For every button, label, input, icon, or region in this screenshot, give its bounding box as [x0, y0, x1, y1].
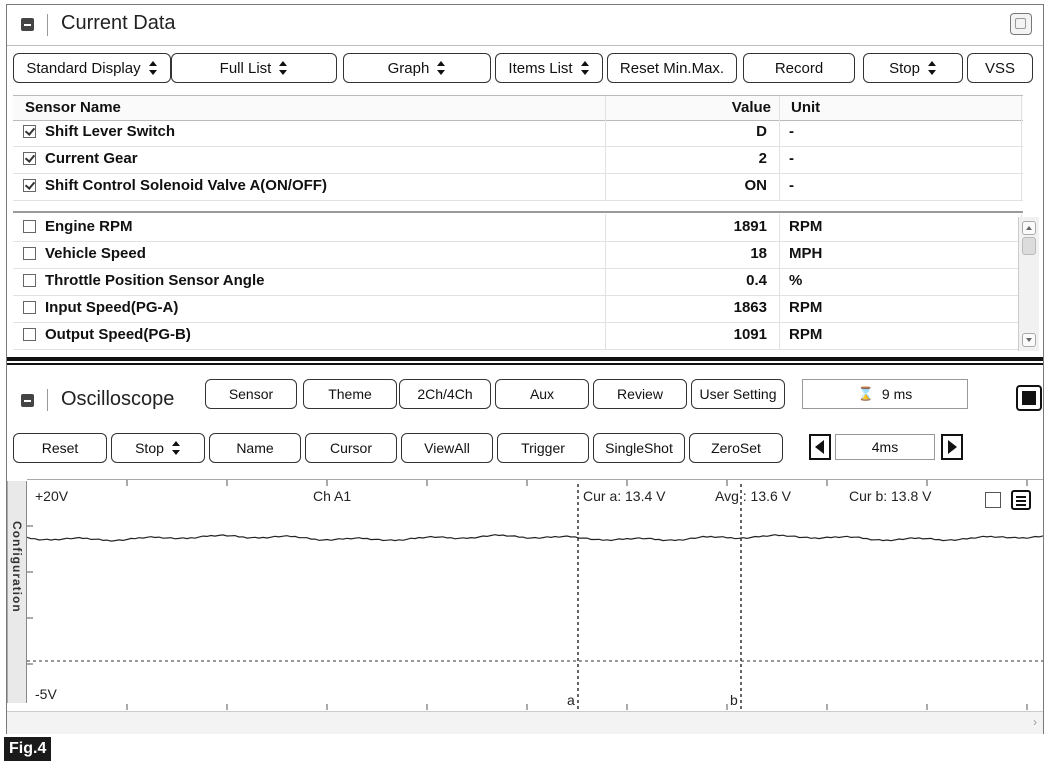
sensor-unit: MPH [789, 245, 823, 262]
row-checkbox[interactable] [23, 152, 36, 165]
scroll-thumb[interactable] [1022, 237, 1036, 255]
table-row[interactable] [13, 173, 1023, 201]
row-checkbox[interactable] [23, 220, 36, 233]
capture-time-text: 9 ms [881, 386, 913, 402]
title-separator [47, 14, 48, 36]
table-row[interactable] [13, 146, 1023, 174]
oscilloscope-control-label: ViewAll [424, 440, 470, 456]
dropdown-spinner-icon [172, 441, 181, 455]
oscilloscope-button-5[interactable] [691, 379, 785, 409]
dropdown-spinner-icon [928, 61, 937, 75]
toolbar-button-0[interactable] [13, 53, 171, 83]
sensor-unit: RPM [789, 218, 823, 235]
oscilloscope-control-2[interactable] [209, 433, 301, 463]
sensor-unit: RPM [789, 326, 823, 343]
stop-square-icon[interactable] [1016, 385, 1042, 411]
oscilloscope-control-4[interactable] [401, 433, 493, 463]
timebase-decrease-icon[interactable] [809, 434, 831, 460]
oscilloscope-control-label: Name [236, 440, 274, 456]
toolbar-button-label: Reset Min.Max. [619, 59, 725, 77]
sensor-name: Vehicle Speed [45, 245, 146, 262]
capture-time-display [802, 379, 968, 409]
scope-svg [27, 480, 1043, 710]
app-window [6, 4, 1044, 734]
sensor-value: D [756, 123, 767, 140]
oscilloscope-title: Oscilloscope [61, 388, 175, 410]
sensor-unit: - [789, 150, 794, 167]
sensor-value: 1863 [733, 299, 767, 316]
y-min-label: -5V [35, 686, 57, 702]
dropdown-spinner-icon [581, 61, 590, 75]
sensor-unit: - [789, 177, 794, 194]
sensor-name: Input Speed(PG-A) [45, 299, 179, 316]
oscilloscope-button-3[interactable] [495, 379, 589, 409]
panel-divider-line [7, 363, 1043, 365]
fixed-rows-separator [13, 211, 1023, 213]
average-readout: Avg : 13.6 V [715, 488, 792, 504]
overlay-checkbox[interactable] [985, 492, 1001, 508]
sensor-value: 1091 [733, 326, 767, 343]
oscilloscope-control-label: SingleShot [605, 440, 673, 456]
oscilloscope-control-0[interactable] [13, 433, 107, 463]
oscilloscope-control-1[interactable] [111, 433, 205, 463]
oscilloscope-button-label: 2Ch/4Ch [417, 386, 473, 402]
timebase-display [835, 434, 935, 460]
oscilloscope-control-6[interactable] [593, 433, 685, 463]
oscilloscope-button-label: Theme [328, 386, 372, 402]
oscilloscope-control-label: Stop [135, 440, 164, 456]
oscilloscope-control-5[interactable] [497, 433, 589, 463]
toolbar-button-4[interactable] [607, 53, 737, 83]
sensor-value: 2 [758, 150, 767, 167]
scroll-down-icon[interactable] [1022, 333, 1036, 347]
sensor-name: Engine RPM [45, 218, 133, 235]
column-header-value[interactable]: Value [731, 99, 771, 116]
toolbar-button-label: VSS [984, 59, 1015, 77]
timebase-value: 4ms [871, 439, 899, 455]
cursor-b-marker: b [730, 692, 738, 708]
toolbar-button-5[interactable] [743, 53, 855, 83]
oscilloscope-control-label: ZeroSet [711, 440, 761, 456]
row-checkbox[interactable] [23, 274, 36, 287]
oscilloscope-collapse-icon[interactable] [21, 394, 34, 407]
oscilloscope-button-label: Review [617, 386, 663, 402]
figure-label: Fig.4 [4, 737, 51, 761]
timer-icon: ⌛ [857, 386, 874, 401]
toolbar-button-label: Stop [889, 59, 920, 77]
oscilloscope-button-label: Sensor [228, 386, 274, 402]
row-checkbox[interactable] [23, 179, 36, 192]
sensor-value: 0.4 [746, 272, 767, 289]
oscilloscope-button-4[interactable] [593, 379, 687, 409]
row-checkbox[interactable] [23, 247, 36, 260]
oscilloscope-control-label: Reset [41, 440, 79, 456]
toolbar-button-label: Graph [387, 59, 430, 77]
sensor-name: Shift Lever Switch [45, 123, 176, 140]
oscilloscope-control-label: Trigger [521, 440, 565, 456]
configuration-tab-label: Configuration [10, 521, 24, 613]
toolbar-button-7[interactable] [967, 53, 1033, 83]
table-row[interactable] [13, 268, 1023, 296]
oscilloscope-button-0[interactable] [205, 379, 297, 409]
table-row[interactable] [13, 241, 1023, 269]
configuration-tab[interactable] [7, 481, 27, 703]
sensor-name: Shift Control Solenoid Valve A(ON/OFF) [45, 177, 327, 194]
sensor-name: Output Speed(PG-B) [45, 326, 191, 343]
panel-divider[interactable] [7, 357, 1043, 361]
toolbar-button-6[interactable] [863, 53, 963, 83]
toolbar-button-label: Standard Display [26, 59, 141, 77]
table-row[interactable] [13, 214, 1023, 242]
sensor-name: Throttle Position Sensor Angle [45, 272, 265, 289]
row-checkbox[interactable] [23, 125, 36, 138]
scroll-right-icon[interactable]: › [1033, 715, 1037, 729]
column-header-unit[interactable]: Unit [791, 99, 821, 116]
oscilloscope-button-label: Aux [529, 386, 555, 402]
column-header-sensor-name[interactable]: Sensor Name [25, 99, 121, 116]
sensor-value: 1891 [733, 218, 767, 235]
sensor-name: Current Gear [45, 150, 138, 167]
cursor-a-readout: Cur a: 13.4 V [583, 488, 666, 504]
toolbar-button-2[interactable] [343, 53, 491, 83]
toolbar-button-label: Record [774, 59, 824, 77]
oscilloscope-control-label: Cursor [329, 440, 372, 456]
horizontal-scrollbar[interactable] [7, 711, 1043, 734]
oscilloscope-control-3[interactable] [305, 433, 397, 463]
dropdown-spinner-icon [437, 61, 446, 75]
maximize-icon[interactable] [1010, 13, 1032, 35]
sensor-value: 18 [750, 245, 767, 262]
toolbar-button-label: Full List [219, 59, 272, 77]
oscilloscope-control-7[interactable] [689, 433, 783, 463]
toolbar-button-1[interactable] [171, 53, 337, 83]
dropdown-spinner-icon [149, 61, 158, 75]
oscilloscope-button-2[interactable] [399, 379, 491, 409]
oscilloscope-title-separator [47, 389, 48, 411]
sensor-unit: RPM [789, 299, 823, 316]
timebase-increase-icon[interactable] [941, 434, 963, 460]
row-checkbox[interactable] [23, 301, 36, 314]
toolbar-button-3[interactable] [495, 53, 603, 83]
current-data-title: Current Data [61, 12, 176, 34]
oscilloscope-button-label: User Setting [699, 386, 777, 402]
dropdown-spinner-icon [279, 61, 288, 75]
toolbar-button-label: Items List [508, 59, 573, 77]
current-data-header [7, 5, 1043, 46]
sensor-unit: - [789, 123, 794, 140]
sensor-list-scrollbar[interactable] [1018, 217, 1039, 351]
sensor-table-header [13, 95, 1023, 121]
channel-label: Ch A1 [313, 488, 352, 504]
table-row[interactable] [13, 295, 1023, 323]
channel-a1-waveform [27, 535, 1043, 541]
y-max-label: +20V [35, 488, 69, 504]
oscilloscope-plot[interactable] [27, 479, 1043, 710]
cursor-a-marker: a [567, 692, 575, 708]
sensor-value: ON [744, 177, 767, 194]
menu-icon[interactable] [1011, 490, 1031, 510]
table-row[interactable] [13, 119, 1023, 147]
oscilloscope-button-1[interactable] [303, 379, 397, 409]
table-row[interactable] [13, 322, 1023, 350]
cursor-b-readout: Cur b: 13.8 V [849, 488, 932, 504]
collapse-icon[interactable] [21, 18, 34, 31]
scroll-up-icon[interactable] [1022, 221, 1036, 235]
row-checkbox[interactable] [23, 328, 36, 341]
sensor-unit: % [789, 272, 803, 289]
